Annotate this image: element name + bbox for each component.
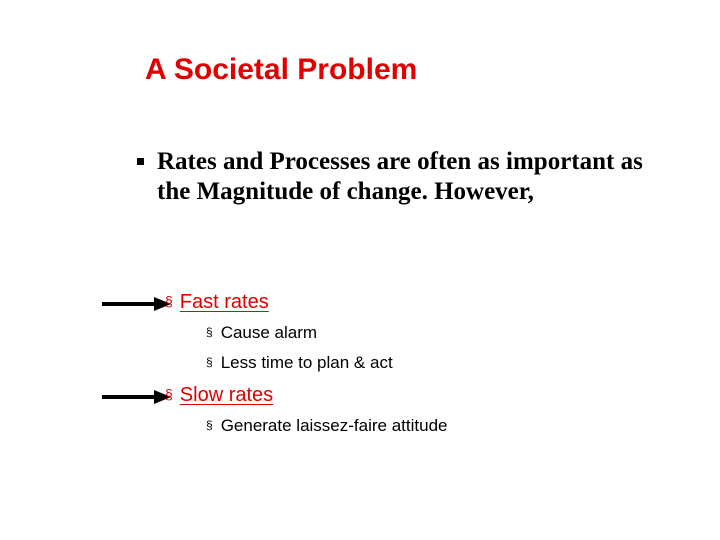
main-bullet-text: Rates and Processes are often as important as the Magnitude of change. However, (157, 148, 643, 205)
sub-sub-bullet (206, 416, 447, 437)
square-bullet-icon (137, 158, 144, 165)
slow-rates-label: Slow rates (179, 384, 274, 406)
sub-sub-bullet (206, 323, 317, 344)
sub-bullet-fast-rates (165, 290, 269, 315)
slide-title: A Societal Problem (145, 53, 418, 86)
item-text: Cause alarm (220, 323, 318, 342)
item-text: Generate laissez-faire attitude (220, 416, 448, 435)
sub-bullet-slow-rates (165, 383, 273, 408)
section-bullet-icon: § (165, 386, 173, 402)
section-bullet-icon: § (206, 325, 213, 339)
right-arrow-icon (100, 387, 172, 407)
sub-sub-bullet (206, 353, 393, 374)
item-text: Less time to plan & act (220, 353, 393, 372)
right-arrow-icon (100, 294, 172, 314)
section-bullet-icon: § (165, 293, 173, 309)
section-bullet-icon: § (206, 355, 213, 369)
section-bullet-icon: § (206, 418, 213, 432)
fast-rates-label: Fast rates (179, 291, 269, 313)
